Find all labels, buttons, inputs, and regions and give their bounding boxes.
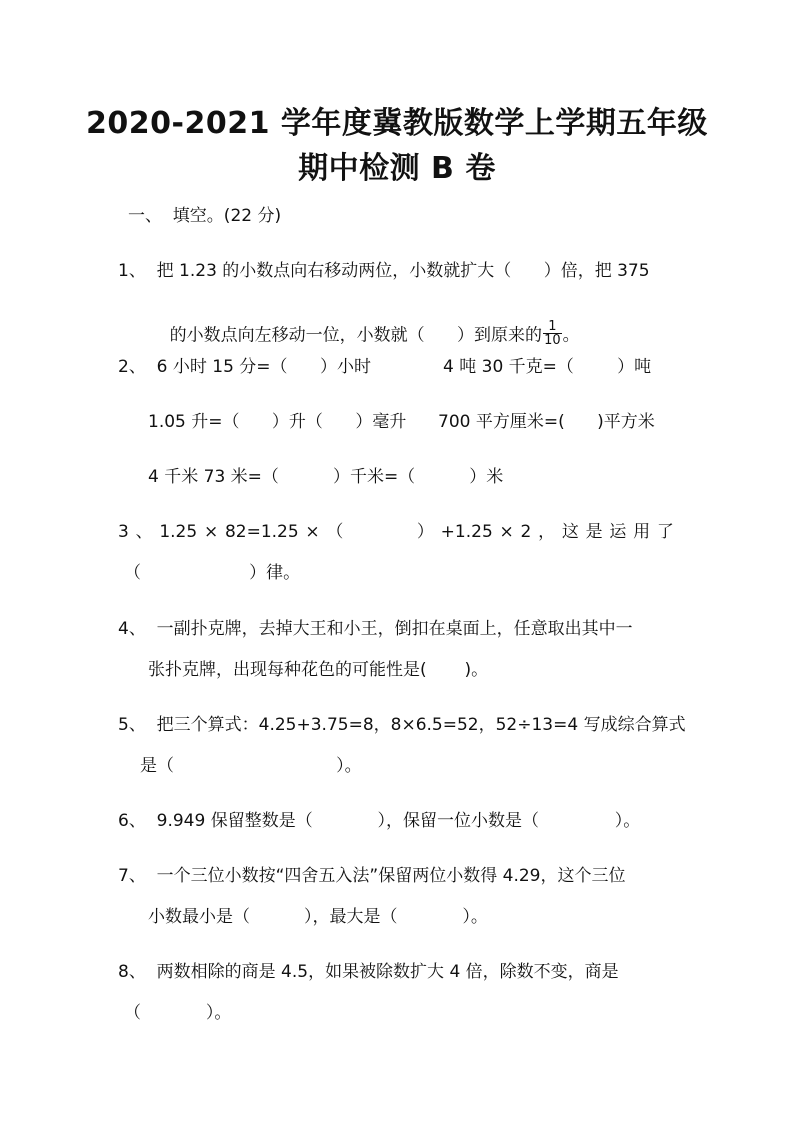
- q3-token: ×: [203, 522, 219, 542]
- question-3-line-1: [118, 521, 674, 543]
- question-4-line-2: 张扑克牌，出现每种花色的可能性是( )。: [148, 660, 489, 680]
- section-heading: 一、 填空。(22 分): [128, 206, 282, 226]
- question-8-line-1: 8、 两数相除的商是 4.5，如果被除数扩大 4 倍，除数不变，商是: [118, 962, 619, 982]
- question-7-line-2: 小数最小是（ ），最大是（ ）。: [148, 907, 488, 927]
- q3-token: 1.25: [159, 522, 198, 542]
- question-1-line-1: 1、 把 1.23 的小数点向右移动两位，小数就扩大（ ）倍，把 375: [118, 261, 650, 281]
- fraction-one-tenth: [543, 320, 562, 347]
- question-4-line-1: 4、 一副扑克牌，去掉大王和小王，倒扣在桌面上，任意取出其中一: [118, 619, 633, 639]
- question-6-line-1: 6、 9.949 保留整数是（ ），保留一位小数是（ ）。: [118, 811, 641, 831]
- q3-token: 是: [585, 522, 603, 542]
- q3-token: 82=1.25: [224, 522, 299, 542]
- question-1-line-2-end: 。: [562, 325, 580, 346]
- q3-token: 用: [633, 522, 651, 542]
- question-5-line-1: 5、 把三个算式：4.25+3.75=8，8×6.5=52，52÷13=4 写成综合算式: [118, 715, 686, 735]
- q3-token: 这: [561, 522, 579, 542]
- q3-token: 、: [135, 522, 153, 542]
- question-7-line-1: 7、 一个三位小数按“四舍五入法”保留两位小数得 4.29，这个三位: [118, 866, 626, 886]
- question-8-line-2: （ ）。: [124, 1003, 232, 1023]
- document-title-line-1: 2020-2021 学年度冀教版数学上学期五年级: [86, 106, 708, 141]
- q3-token: ×: [499, 522, 514, 542]
- question-2-part-e: 4 千米 73 米=（ ）千米=（ ）米: [148, 467, 504, 487]
- q3-token: （: [326, 522, 344, 542]
- q3-token: +1.25: [440, 522, 493, 542]
- q3-blank: [350, 521, 410, 543]
- q3-token: 3: [118, 522, 129, 542]
- q3-token: ）: [416, 522, 434, 542]
- question-3-line-2: （ ）律。: [124, 563, 301, 583]
- q3-token: ，: [538, 522, 556, 542]
- question-5-line-2: 是（ ）。: [140, 756, 362, 776]
- q3-token: 运: [609, 522, 627, 542]
- q3-token: 2: [520, 522, 532, 542]
- fraction-numerator: 1: [543, 320, 562, 334]
- question-1-line-2-text: 的小数点向左移动一位，小数就（ ）到原来的: [169, 325, 543, 346]
- question-2-part-a: 2、 6 小时 15 分=（ ）小时: [118, 357, 371, 377]
- question-2-part-d: 700 平方厘米=( )平方米: [438, 412, 655, 432]
- q3-token: 了: [656, 522, 674, 542]
- question-2-part-c: 1.05 升=（ ）升（ ）毫升: [148, 412, 407, 432]
- fraction-denominator: 10: [544, 333, 561, 348]
- question-2-part-b: 4 吨 30 千克=（ ）吨: [443, 357, 652, 377]
- q3-token: ×: [305, 522, 320, 542]
- document-title-line-2: 期中检测 B 卷: [298, 151, 496, 186]
